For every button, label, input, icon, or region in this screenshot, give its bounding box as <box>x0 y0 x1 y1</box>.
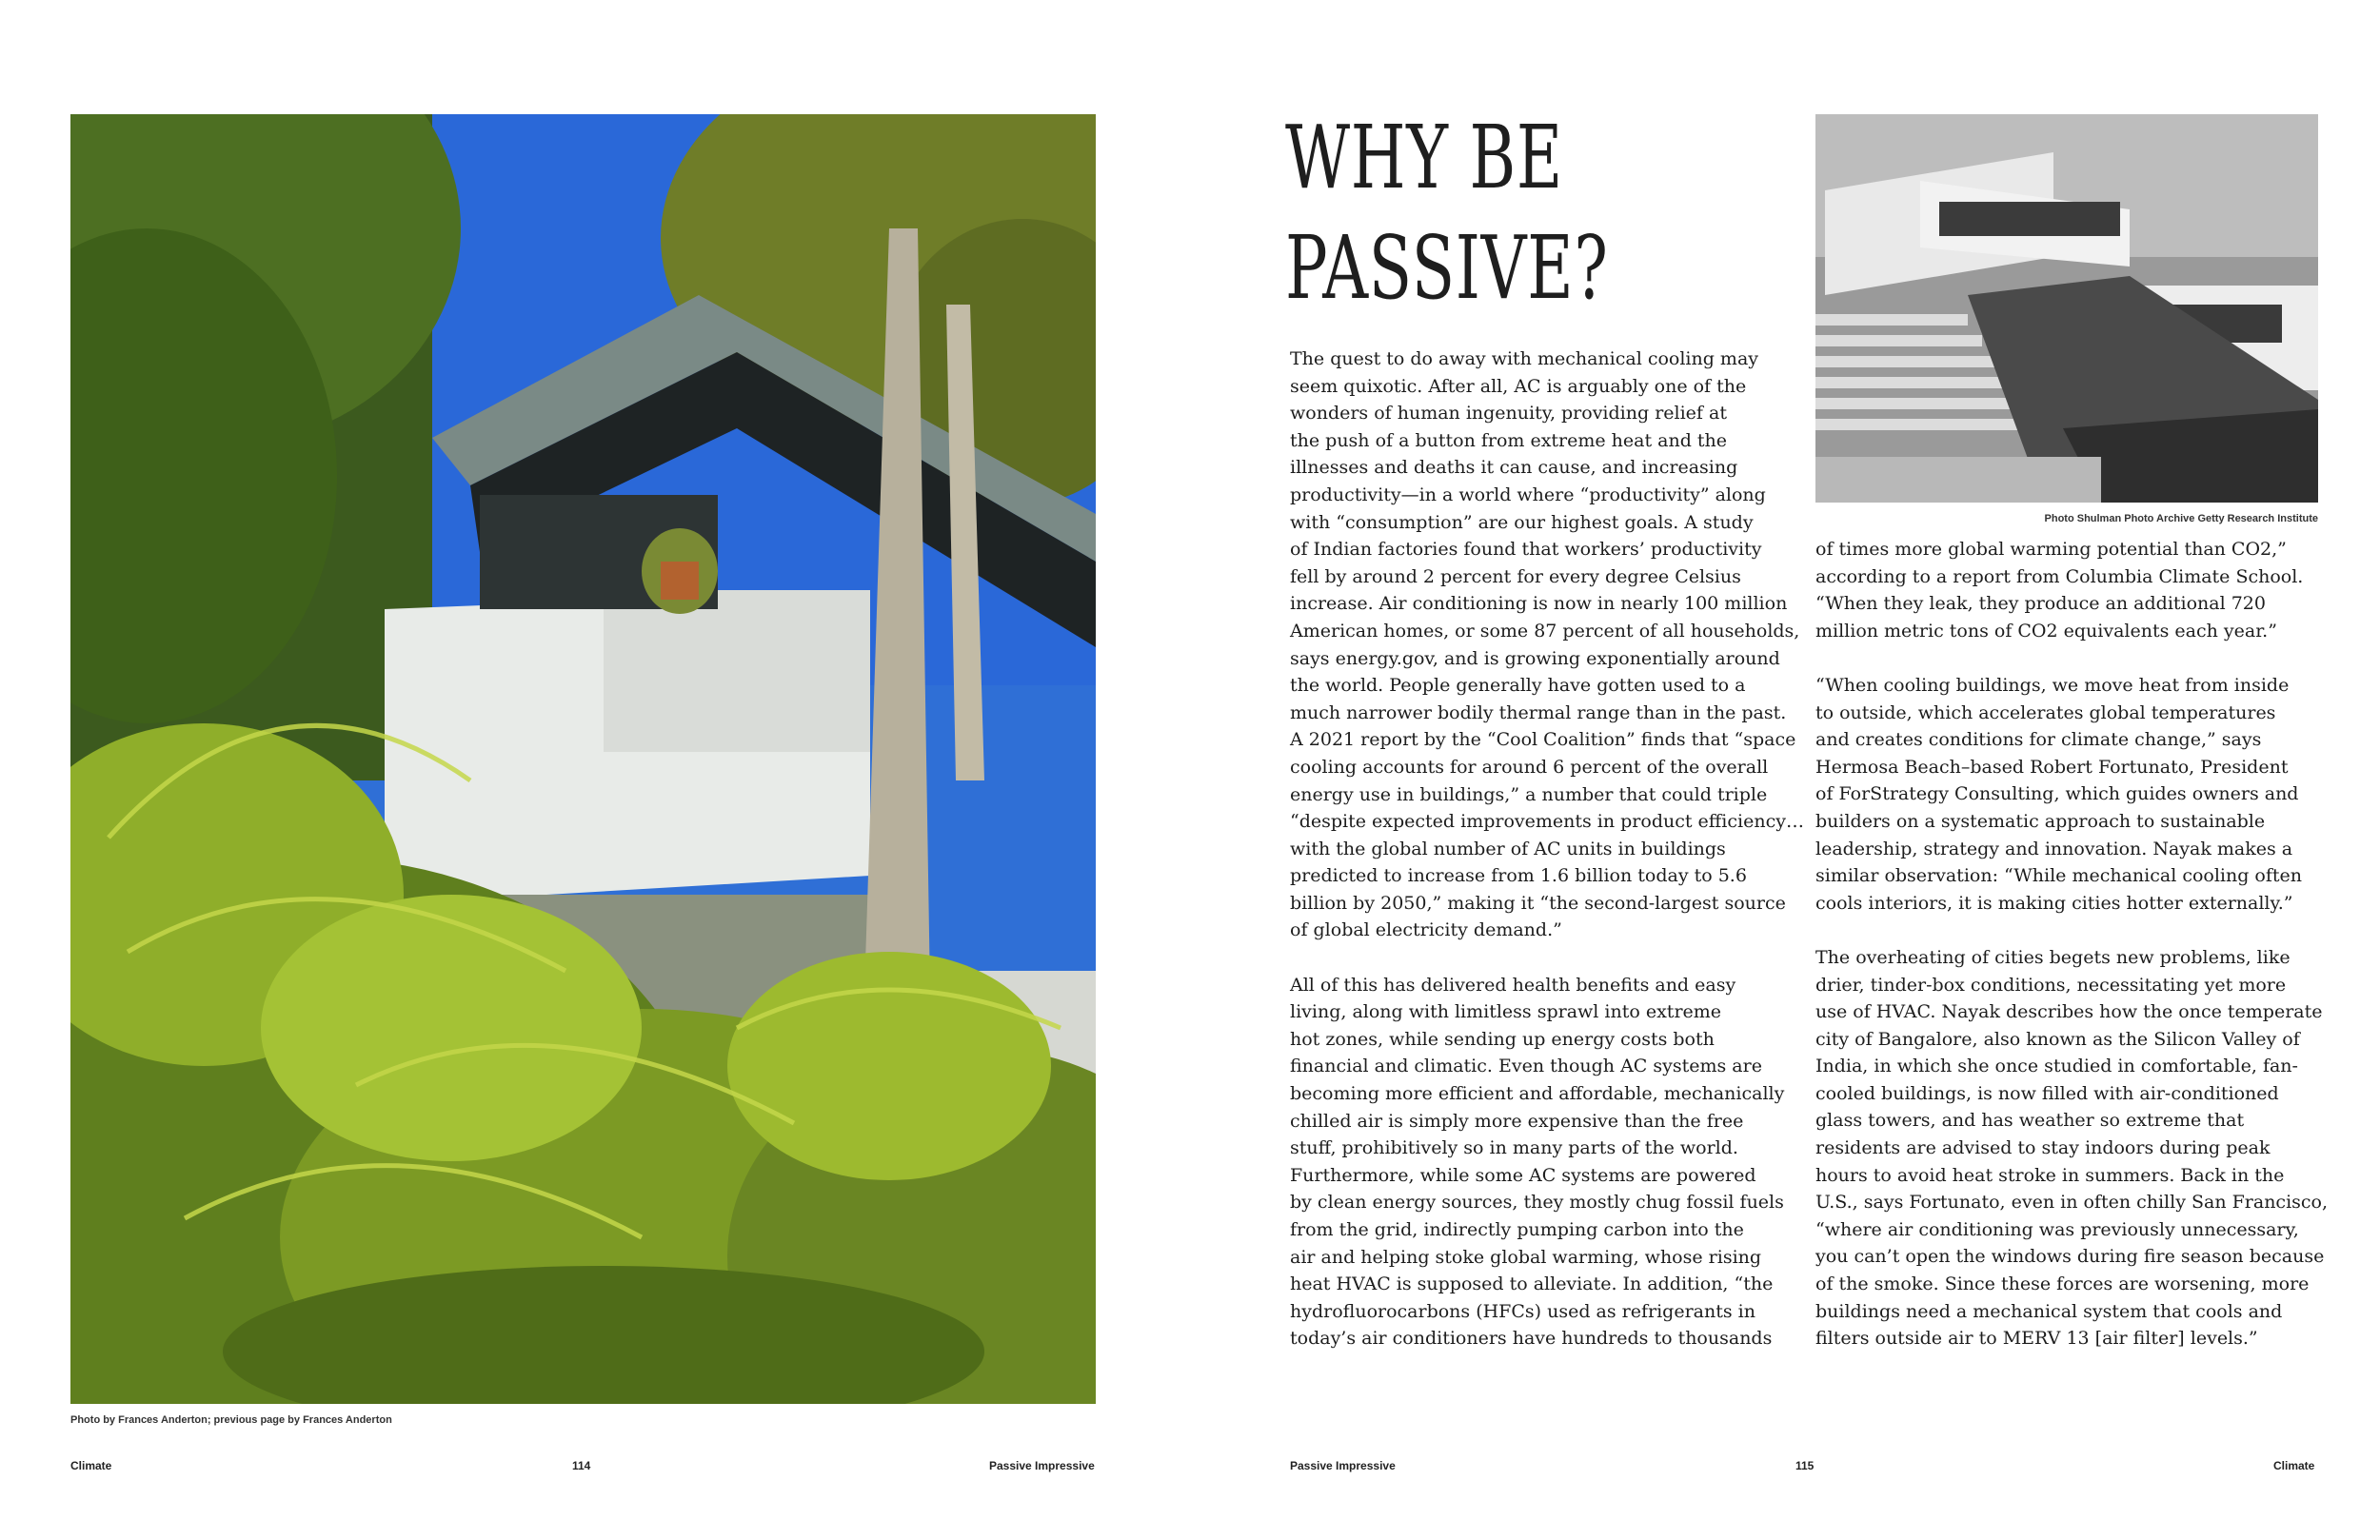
modernist-house-illustration <box>1815 114 2318 503</box>
paragraph-gap <box>1290 944 1804 972</box>
body-text-line: illnesses and deaths it can cause, and increasing <box>1290 457 1738 479</box>
garden-house-illustration <box>70 114 1096 1404</box>
body-text-line: to outside, which accelerates global temperatures <box>1815 701 2276 723</box>
body-text-line: says energy.gov, and is growing exponentially around <box>1290 647 1780 669</box>
paragraph-gap <box>1815 917 2328 944</box>
body-text-line: hot zones, while sending up energy costs both <box>1290 1028 1715 1050</box>
body-text-line: with “consumption” are our highest goals. A study <box>1290 511 1754 533</box>
body-text-line: filters outside air to MERV 13 [air filter] levels.” <box>1815 1328 2258 1350</box>
headline-line-1: WHY BE <box>1285 107 1563 208</box>
body-text-line: energy use in buildings,” a number that could triple <box>1290 783 1768 805</box>
body-text-line: and creates conditions for climate change,” says <box>1815 729 2262 751</box>
footer-section-left: Climate <box>70 1459 112 1472</box>
article-headline <box>1285 103 1641 324</box>
footer-article-right: Passive Impressive <box>1290 1459 1396 1472</box>
body-text-line: today’s air conditioners have hundreds to thousands <box>1290 1328 1773 1350</box>
body-text-line: financial and climatic. Even though AC systems are <box>1290 1056 1762 1077</box>
body-text-line: cooled buildings, is now filled with air-conditioned <box>1815 1082 2279 1104</box>
body-text-line: increase. Air conditioning is now in nearly 100 million <box>1290 593 1788 615</box>
body-column-2 <box>1815 536 2328 1352</box>
body-text-line: productivity—in a world where “productivity” along <box>1290 484 1766 505</box>
body-text-line: of global electricity demand.” <box>1290 919 1562 941</box>
body-text-line: “When they leak, they produce an additional 720 <box>1815 593 2266 615</box>
body-text-line: wonders of human ingenuity, providing relief at <box>1290 403 1727 424</box>
body-text-line: Furthermore, while some AC systems are powered <box>1290 1164 1756 1186</box>
body-text-line: living, along with limitless sprawl into extreme <box>1290 1001 1722 1023</box>
body-text-line: hydrofluorocarbons (HFCs) used as refrigerants in <box>1290 1300 1755 1322</box>
body-text-line: billion by 2050,” making it “the second-largest source <box>1290 892 1786 914</box>
body-text-line: builders on a systematic approach to sustainable <box>1815 810 2266 832</box>
body-text-line: of Indian factories found that workers’ productivity <box>1290 539 1762 561</box>
body-column-1 <box>1290 346 1804 1352</box>
body-text-line: city of Bangalore, also known as the Silicon Valley of <box>1815 1028 2300 1050</box>
body-text-line: U.S., says Fortunato, even in often chilly San Francisco, <box>1815 1192 2329 1214</box>
body-text-line: heat HVAC is supposed to alleviate. In addition, “the <box>1290 1273 1774 1295</box>
footer-section-right: Climate <box>2273 1459 2315 1472</box>
body-text-line: The overheating of cities begets new problems, like <box>1815 946 2291 968</box>
footer-page-number-left: 114 <box>572 1459 591 1472</box>
left-photo-caption: Photo by Frances Anderton; previous page by Frances Anderton <box>70 1414 392 1426</box>
modernist-house-photo <box>1815 114 2318 503</box>
body-text-line: residents are advised to stay indoors during peak <box>1815 1137 2271 1159</box>
body-text-line: “despite expected improvements in product efficiency… <box>1290 811 1804 833</box>
body-text-line: the push of a button from extreme heat and the <box>1290 429 1728 451</box>
body-text-line: according to a report from Columbia Climate School. <box>1815 565 2304 587</box>
garden-house-photo <box>70 114 1096 1404</box>
body-text-line: glass towers, and has weather so extreme that <box>1815 1110 2245 1132</box>
body-text-line: use of HVAC. Nayak describes how the once temperate <box>1815 1001 2323 1023</box>
body-text-line: Hermosa Beach–based Robert Fortunato, President <box>1815 756 2289 778</box>
body-text-line: India, in which she once studied in comfortable, fan- <box>1815 1056 2298 1077</box>
body-text-line: All of this has delivered health benefits and easy <box>1290 974 1736 996</box>
body-text-line: The quest to do away with mechanical cooling may <box>1290 348 1759 369</box>
body-text-line: similar observation: “While mechanical cooling often <box>1815 865 2303 887</box>
body-text-line: American homes, or some 87 percent of all households, <box>1290 620 1800 642</box>
body-text-line: cools interiors, it is making cities hotter externally.” <box>1815 892 2293 914</box>
body-text-line: of the smoke. Since these forces are worsening, more <box>1815 1273 2310 1295</box>
body-text-line: of ForStrategy Consulting, which guides owners and <box>1815 783 2299 805</box>
footer-article-left: Passive Impressive <box>989 1459 1095 1472</box>
body-text-line: “When cooling buildings, we move heat from inside <box>1815 674 2290 696</box>
body-text-line: much narrower bodily thermal range than in the past. <box>1290 701 1787 723</box>
body-text-line: hours to avoid heat stroke in summers. Back in the <box>1815 1164 2285 1186</box>
body-text-line: air and helping stoke global warming, whose rising <box>1290 1246 1762 1268</box>
body-text-line: A 2021 report by the “Cool Coalition” finds that “space <box>1290 729 1796 751</box>
body-text-line: seem quixotic. After all, AC is arguably one of the <box>1290 375 1747 397</box>
body-text-line: by clean energy sources, they mostly chug fossil fuels <box>1290 1192 1784 1214</box>
headline-line-2: PASSIVE? <box>1285 217 1609 319</box>
body-text-line: fell by around 2 percent for every degree Celsius <box>1290 565 1741 587</box>
body-text-line: predicted to increase from 1.6 billion today to 5.6 <box>1290 865 1747 887</box>
body-text-line: chilled air is simply more expensive than the free <box>1290 1110 1744 1132</box>
body-text-line: “where air conditioning was previously unnecessary, <box>1815 1218 2299 1240</box>
body-text-line: cooling accounts for around 6 percent of the overall <box>1290 756 1769 778</box>
body-text-line: leadership, strategy and innovation. Nayak makes a <box>1815 838 2293 859</box>
body-text-line: from the grid, indirectly pumping carbon into the <box>1290 1219 1744 1240</box>
body-text-line: with the global number of AC units in buildings <box>1290 838 1726 859</box>
body-text-line: you can’t open the windows during fire season because <box>1815 1246 2325 1268</box>
footer-page-number-right: 115 <box>1795 1459 1815 1472</box>
body-text-line: stuff, prohibitively so in many parts of the world. <box>1290 1137 1738 1159</box>
body-text-line: million metric tons of CO2 equivalents each year.” <box>1815 620 2277 642</box>
body-text-line: of times more global warming potential than CO2,” <box>1815 539 2287 560</box>
paragraph-gap <box>1815 644 2328 672</box>
body-text-line: becoming more efficient and affordable, mechanically <box>1290 1083 1785 1105</box>
right-photo-caption: Photo Shulman Photo Archive Getty Research Institute <box>2044 513 2318 524</box>
body-text-line: drier, tinder-box conditions, necessitating yet more <box>1815 974 2287 996</box>
body-text-line: the world. People generally have gotten used to a <box>1290 675 1746 697</box>
body-text-line: buildings need a mechanical system that cools and <box>1815 1300 2283 1322</box>
